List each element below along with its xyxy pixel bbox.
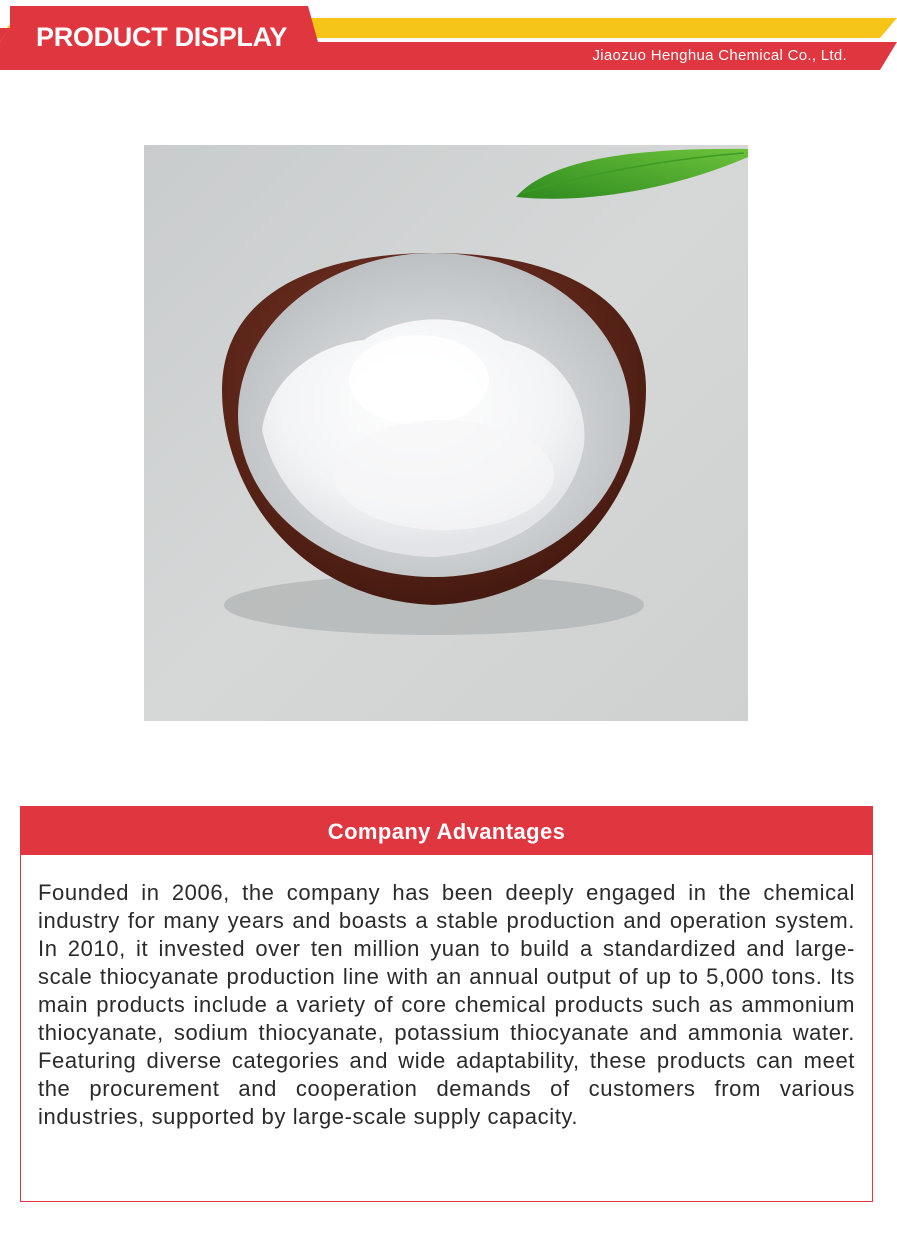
card-body-text: Founded in 2006, the company has been deeply engaged in the chemical industry for many years and boasts a stable production and operation system. In 2010, it invested over ten million yuan to build a standardized and large-scale thiocyanate production line with an annual output of up to 5,000 tons. Its main products include a variety of core chemical products such as ammonium thiocyanate, sodium thiocyanate, potassium thiocyanate and ammonia water. Featuring diverse categories and wide adaptability, these products can meet the procurement and cooperation demands of customers from various industries, supported by large-scale supply capacity.	[38, 880, 855, 1129]
product-photo	[144, 145, 748, 721]
company-name: Jiaozuo Henghua Chemical Co., Ltd.	[592, 47, 847, 64]
card-heading: Company Advantages	[21, 807, 872, 855]
company-advantages-card	[20, 806, 873, 1202]
page-title: PRODUCT DISPLAY	[36, 22, 288, 52]
header-banner	[0, 0, 897, 75]
